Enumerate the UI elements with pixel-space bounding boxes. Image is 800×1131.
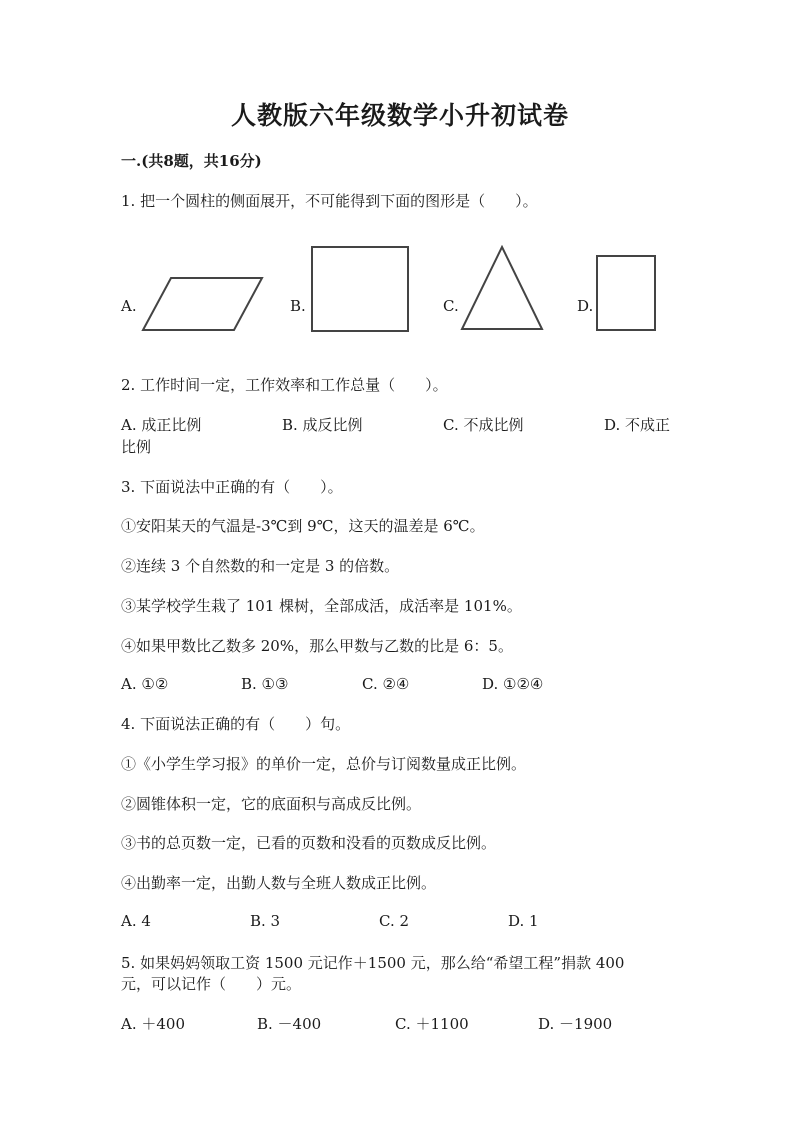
q4-statement-3: ③书的总页数一定，已看的页数和没看的页数成反比例。: [121, 834, 497, 852]
q4-option-a: A. 4: [121, 912, 151, 930]
q3-option-b: B. ①③: [241, 675, 289, 693]
q3-option-a: A. ①②: [121, 675, 169, 693]
question-1-stem: 1. 把一个圆柱的侧面展开，不可能得到下面的图形是（ ）。: [121, 192, 538, 210]
rectangle-figure: [595, 254, 657, 332]
q2-option-d-continued: 比例: [121, 438, 152, 456]
q5-option-b: B. －400: [257, 1015, 322, 1033]
page-title: 人教版六年级数学小升初试卷: [230, 101, 569, 130]
q5-option-a: A. ＋400: [121, 1015, 185, 1033]
q2-option-d: D. 不成正: [604, 416, 671, 434]
q4-statement-1: ①《小学生学习报》的单价一定，总价与订阅数量成正比例。: [121, 755, 527, 773]
q5-option-c: C. ＋1100: [395, 1015, 469, 1033]
q4-option-c: C. 2: [379, 912, 410, 930]
question-4-stem: 4. 下面说法正确的有（ ）句。: [121, 715, 351, 733]
q3-option-d: D. ①②④: [482, 675, 544, 693]
q2-option-c: C. 不成比例: [443, 416, 524, 434]
square-figure: [311, 245, 411, 333]
question-2-stem: 2. 工作时间一定，工作效率和工作总量（ ）。: [121, 376, 448, 394]
q2-option-b: B. 成反比例: [282, 416, 363, 434]
q1-option-b-label: B.: [290, 297, 306, 315]
q2-option-a: A. 成正比例: [121, 416, 202, 434]
q3-statement-4: ④如果甲数比乙数多 20%，那么甲数与乙数的比是 6：5。: [121, 637, 513, 655]
q4-option-d: D. 1: [508, 912, 539, 930]
q4-option-b: B. 3: [250, 912, 281, 930]
q1-option-c-label: C.: [443, 297, 459, 315]
question-5-stem-line-1: 5. 如果妈妈领取工资 1500 元记作＋1500 元，那么给“希望工程”捐款 400: [121, 954, 625, 972]
question-5-stem-line-2: 元，可以记作（ ）元。: [121, 975, 302, 993]
question-3-stem: 3. 下面说法中正确的有（ ）。: [121, 478, 343, 496]
triangle-figure: [459, 245, 545, 333]
q1-option-a-label: A.: [121, 297, 137, 315]
q4-statement-2: ②圆锥体积一定，它的底面积与高成反比例。: [121, 795, 422, 813]
q1-option-d-label: D.: [577, 297, 594, 315]
q3-statement-1: ①安阳某天的气温是-3℃到 9℃，这天的温差是 6℃。: [121, 517, 485, 535]
parallelogram-figure: [140, 274, 266, 334]
q5-option-d: D. －1900: [538, 1015, 613, 1033]
q3-statement-2: ②连续 3 个自然数的和一定是 3 的倍数。: [121, 557, 400, 575]
q4-statement-4: ④出勤率一定，出勤人数与全班人数成正比例。: [121, 874, 437, 892]
q3-statement-3: ③某学校学生栽了 101 棵树，全部成活，成活率是 101%。: [121, 597, 522, 615]
section-header: 一.(共8题，共16分): [121, 152, 262, 170]
q3-option-c: C. ②④: [362, 675, 410, 693]
